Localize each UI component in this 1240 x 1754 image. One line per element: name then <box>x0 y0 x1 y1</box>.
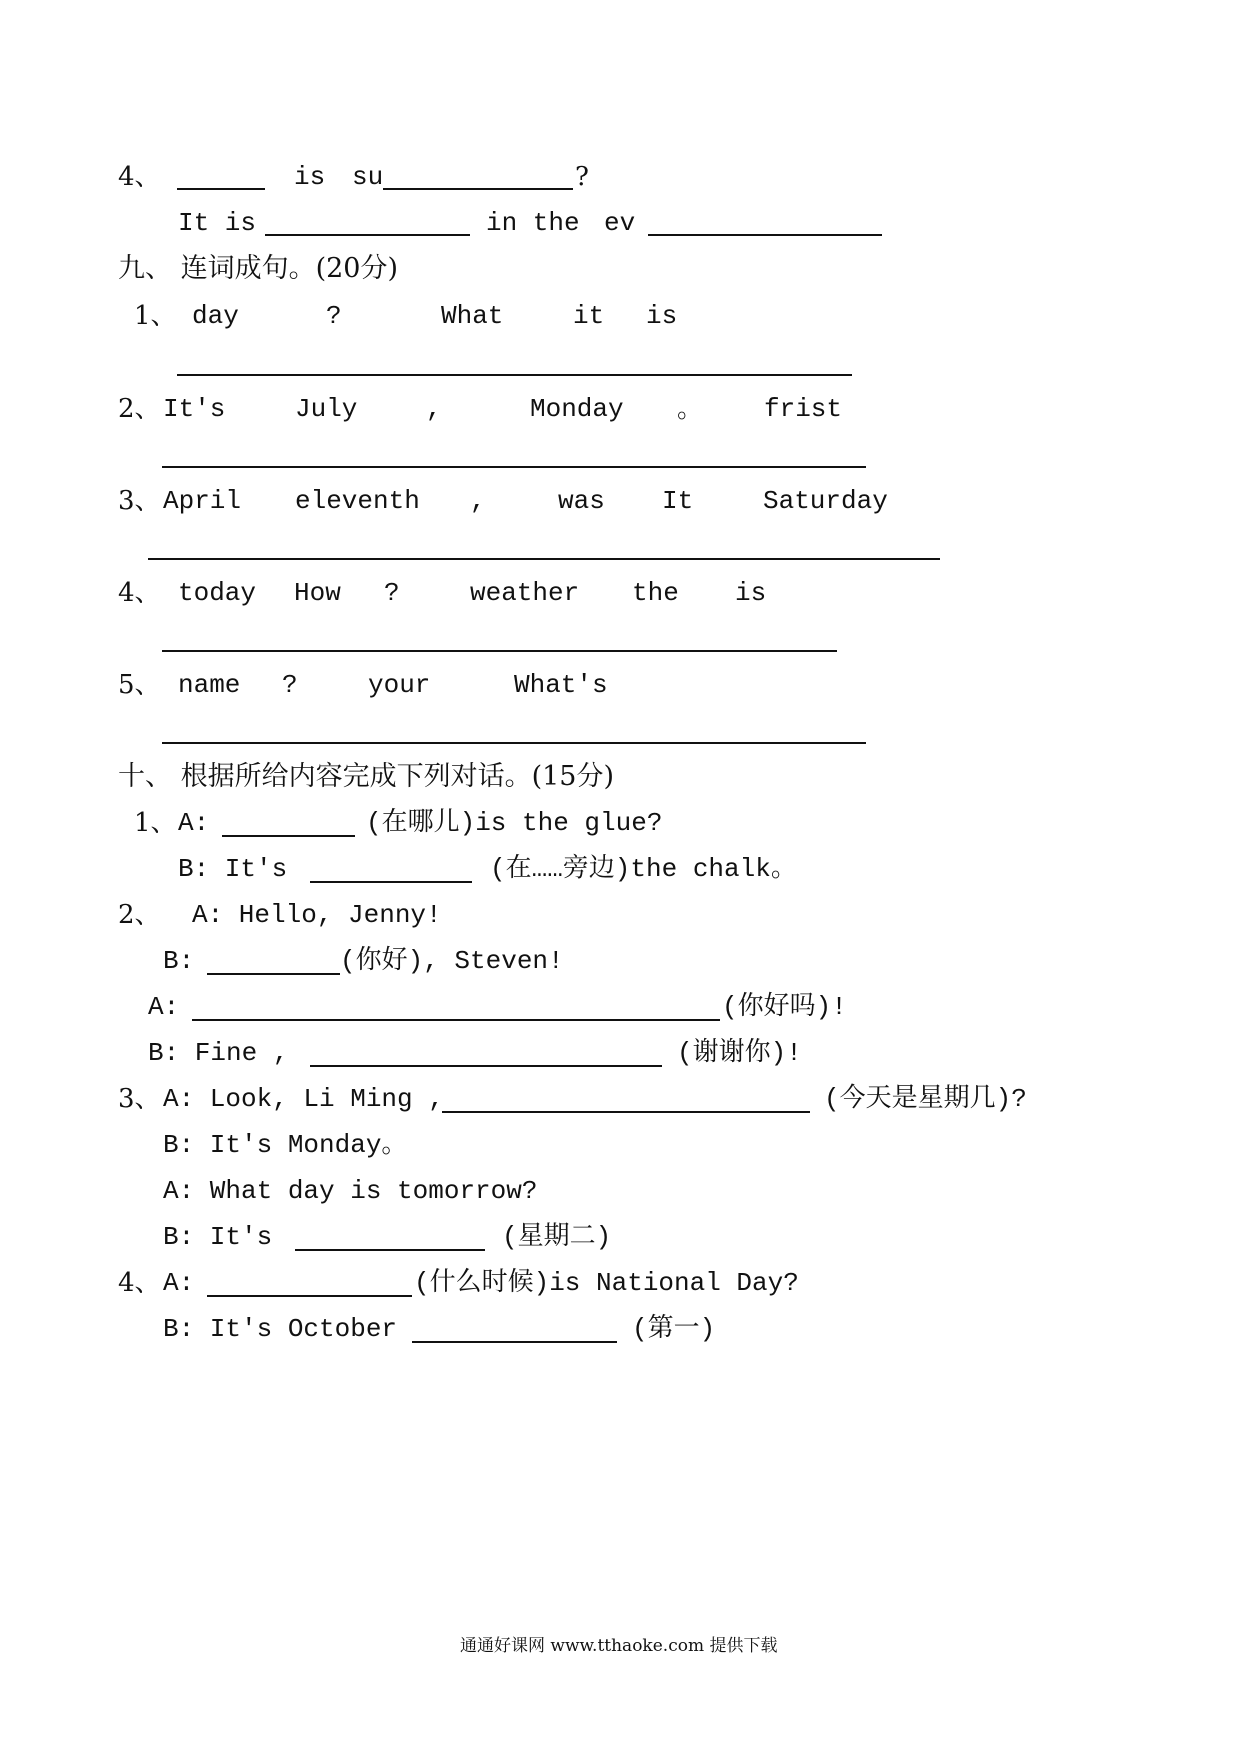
s10-d3-a1-hint: (今天是星期几)? <box>824 1084 1027 1114</box>
q8-4b-blank-1[interactable] <box>265 234 470 236</box>
s9-q2-word: July <box>295 394 358 424</box>
s9-q2-number: 2、 <box>118 394 161 424</box>
s9-q3-word: was <box>558 486 605 516</box>
s10-d1-b-blank[interactable] <box>310 881 472 883</box>
s9-q3-word: , <box>470 486 486 516</box>
s9-q4-number: 4、 <box>118 578 161 608</box>
s10-d3-a1-blank[interactable] <box>442 1111 810 1113</box>
q8-4-blank-1[interactable] <box>177 188 265 190</box>
s9-q5-word: What′s <box>514 670 608 700</box>
q8-4-blank-2[interactable] <box>383 188 573 190</box>
s10-d4-number: 4、 <box>118 1268 161 1298</box>
s9-q4-answer-line[interactable] <box>162 650 837 652</box>
s9-q1-word: day <box>192 301 239 331</box>
s9-q5-number: 5、 <box>118 670 161 700</box>
s9-q3-word: Saturday <box>763 486 888 516</box>
s10-d3-b2-label: B: It′s <box>163 1222 273 1252</box>
s9-q4-word: weather <box>470 578 580 608</box>
q8-4b-ev: ev <box>604 208 636 238</box>
s10-d1-number: 1、 <box>134 808 177 838</box>
s10-d3-number: 3、 <box>118 1084 161 1114</box>
s9-q2-word: , <box>426 394 442 424</box>
s9-q1-number: 1、 <box>134 301 177 331</box>
s9-q2-word: It′s <box>163 394 226 424</box>
s10-d3-b2-blank[interactable] <box>295 1249 485 1251</box>
s10-d2-b1-hint: (你好), Steven! <box>340 946 564 976</box>
s10-d4-a-blank[interactable] <box>207 1295 412 1297</box>
s9-q5-word: name <box>178 670 241 700</box>
s9-q4-word: today <box>178 578 257 608</box>
s9-q1-word: ? <box>326 301 342 331</box>
s10-d1-b-label: B: It′s <box>178 854 288 884</box>
s10-d1-a-blank[interactable] <box>222 835 355 837</box>
s10-d1-a-hint: (在哪儿)is the glue? <box>366 808 663 838</box>
s9-q4-word: How <box>294 578 341 608</box>
s10-d1-b-hint: (在……旁边)the chalk。 <box>490 854 797 884</box>
s10-d3-a1-label: A: Look, Li Ming , <box>163 1084 444 1114</box>
section-9-title: 九、 连词成句。(20分) <box>118 253 399 284</box>
s9-q3-word: eleventh <box>295 486 420 516</box>
s9-q4-word: ? <box>384 578 400 608</box>
q8-4b-it-is: It is <box>178 208 257 238</box>
s9-q3-word: April <box>163 486 242 516</box>
page-footer: 通通好课网 www.tthaoke.com 提供下载 <box>460 1636 778 1656</box>
s10-d2-a1: A: Hello, Jenny! <box>192 900 442 930</box>
s10-d2-b1-label: B: <box>163 946 195 976</box>
s10-d4-b-hint: (第一) <box>632 1314 716 1344</box>
s10-d3-a2: A: What day is tomorrow? <box>163 1176 538 1206</box>
s10-d2-number: 2、 <box>118 900 161 930</box>
s10-d2-b2-label: B: Fine , <box>148 1038 289 1068</box>
s9-q5-word: ? <box>282 670 298 700</box>
s9-q1-word: it <box>573 301 605 331</box>
s10-d4-a-hint: (什么时候)is National Day? <box>414 1268 799 1298</box>
q8-4-number: 4、 <box>118 162 161 192</box>
s9-q2-answer-line[interactable] <box>162 466 866 468</box>
s10-d4-b-blank[interactable] <box>412 1341 617 1343</box>
s10-d4-b-label: B: It′s October <box>163 1314 398 1344</box>
s9-q1-word: is <box>646 301 678 331</box>
q8-4-question-mark: ? <box>575 162 589 192</box>
q8-4b-in-the: in the <box>486 208 580 238</box>
s10-d3-b1: B: It′s Monday。 <box>163 1130 408 1160</box>
s9-q2-word: frist <box>764 394 843 424</box>
s9-q4-word: the <box>632 578 679 608</box>
s10-d2-a2-label: A: <box>148 992 180 1022</box>
s9-q3-number: 3、 <box>118 486 161 516</box>
s9-q1-answer-line[interactable] <box>177 374 852 376</box>
s10-d1-a-label: A: <box>178 808 210 838</box>
q8-4-word-is: is <box>294 162 326 192</box>
section-10-title: 十、 根据所给内容完成下列对话。(15分) <box>118 761 615 792</box>
s9-q4-word: is <box>735 578 767 608</box>
s10-d2-b2-blank[interactable] <box>310 1065 662 1067</box>
s9-q3-answer-line[interactable] <box>148 558 940 560</box>
s10-d2-b1-blank[interactable] <box>207 973 340 975</box>
s10-d2-a2-hint: (你好吗)! <box>722 992 847 1022</box>
s9-q5-word: your <box>368 670 431 700</box>
q8-4b-blank-2[interactable] <box>648 234 882 236</box>
s10-d2-a2-blank[interactable] <box>192 1019 720 1021</box>
s9-q5-answer-line[interactable] <box>162 742 866 744</box>
s9-q1-word: What <box>441 301 504 331</box>
s10-d3-b2-hint: (星期二) <box>502 1222 612 1252</box>
s9-q2-word: 。 <box>677 394 704 424</box>
s10-d2-b2-hint: (谢谢你)! <box>677 1038 802 1068</box>
q8-4-word-su: su <box>352 162 384 192</box>
s9-q3-word: It <box>662 486 694 516</box>
s10-d4-a-label: A: <box>163 1268 195 1298</box>
s9-q2-word: Monday <box>530 394 624 424</box>
